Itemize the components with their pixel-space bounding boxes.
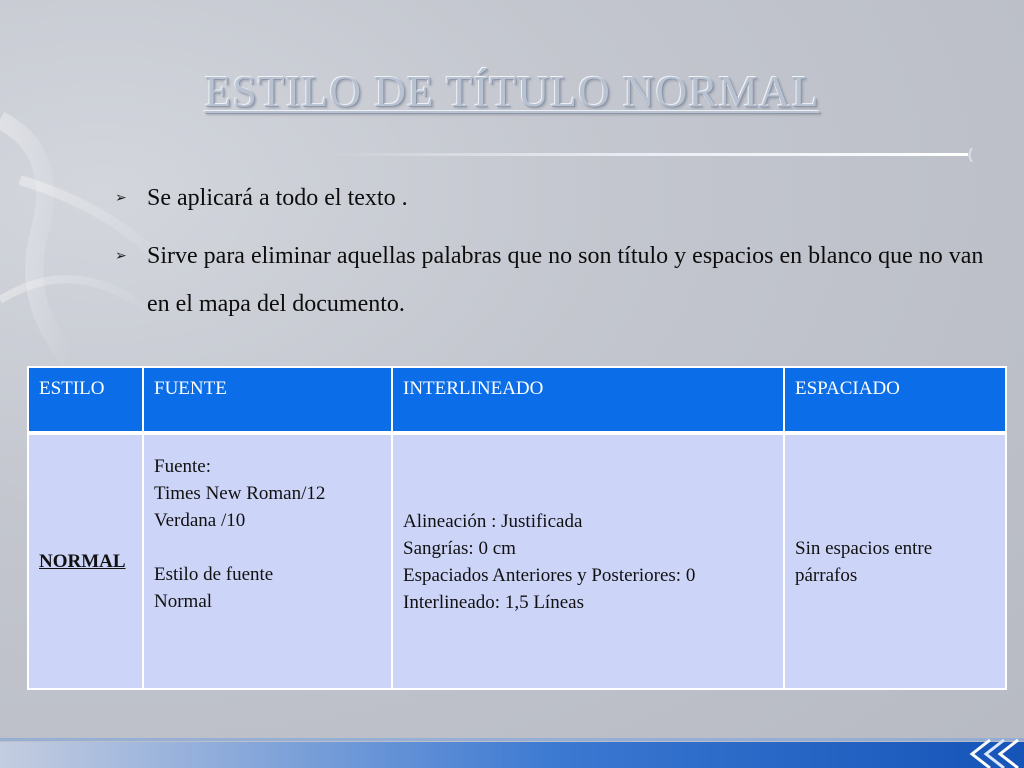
header-espaciado: ESPACIADO [784, 367, 1006, 433]
header-estilo: ESTILO [28, 367, 143, 433]
fuente-line [154, 534, 381, 561]
cell-fuente [143, 433, 392, 689]
fuente-line: Estilo de fuente [154, 564, 274, 585]
chevron-right-icon: ➢ [115, 190, 127, 206]
espaciado-value: Sin espacios entre párrafos [795, 537, 933, 586]
bullet-list [115, 174, 995, 328]
fuente-line: Times New Roman/12 [154, 483, 326, 504]
interlineado-line: Sangrías: 0 cm [403, 537, 516, 559]
interlineado-line: Espaciados Anteriores y Posteriores: 0 [403, 564, 696, 586]
cell-interlineado [392, 433, 784, 689]
cell-estilo [28, 433, 143, 689]
cell-espaciado [784, 433, 1006, 689]
table-row [28, 433, 1006, 689]
estilo-value: NORMAL [39, 551, 126, 572]
bullet-item [115, 232, 995, 328]
bullet-item [115, 174, 995, 222]
bullet-text: Se aplicará a todo el texto . [147, 185, 408, 211]
chevron-right-icon: ➢ [115, 248, 127, 264]
table-header-row [28, 367, 1006, 433]
title-underline-rule [330, 148, 975, 162]
interlineado-line: Interlineado: 1,5 Líneas [403, 591, 584, 613]
fuente-line: Normal [154, 591, 213, 612]
footer-decoration [0, 734, 1024, 768]
fuente-line: Verdana /10 [154, 510, 246, 531]
styles-table [27, 366, 1007, 690]
fuente-line: Fuente: [154, 456, 211, 477]
bullet-text: Sirve para eliminar aquellas palabras que no son título y espacios en blanco que no van en el mapa del documento. [147, 243, 984, 317]
slide-title: ESTILO DE TÍTULO NORMAL [204, 67, 820, 116]
interlineado-line: Alineación : Justificada [403, 510, 583, 532]
header-interlineado: INTERLINEADO [392, 367, 784, 433]
header-fuente: FUENTE [143, 367, 392, 433]
